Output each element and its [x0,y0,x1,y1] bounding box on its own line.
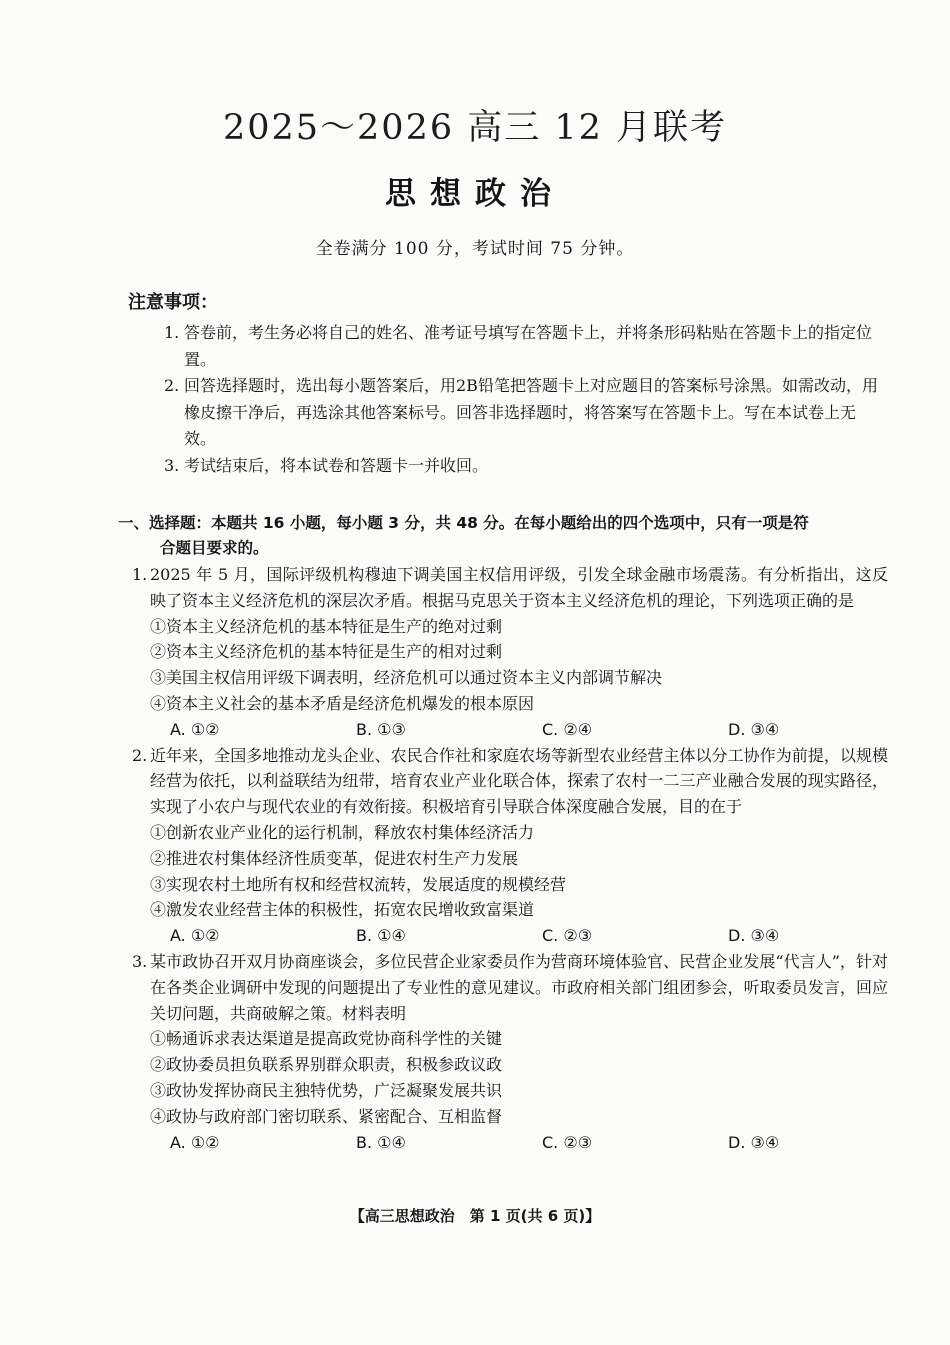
question-number: 1. [132,565,148,584]
statement-option: ①资本主义经济危机的基本特征是生产的绝对过剩 [150,616,503,636]
exam-title: 2025～2026 高三 12 月联考 [222,108,728,148]
choice-a: A. ①② [170,1132,220,1152]
question-number: 2. [132,745,148,765]
notice-item-number: 2. [164,376,180,395]
statement-option: ①创新农业产业化的运行机制，释放农村集体经济活力 [150,822,535,842]
section-heading [118,511,888,561]
notice-item [164,453,884,480]
notice-item-number: 1. [164,323,180,342]
notice-item-text: 答卷前，考生务必将自己的姓名、准考证号填写在答题卡上，并将条形码粘贴在答题卡上的指定位置。 [184,323,873,369]
choice-b: B. ①④ [356,926,406,946]
choice-d: D. ③④ [728,1132,780,1152]
question-stem-text: 2025 年 5 月，国际评级机构穆迪下调美国主权信用评级，引发全球金融市场震荡。有分析指出，这反映了资本主义经济危机的深层次矛盾。根据马克思关于资本主义经济危机的理论，下列选项正确的是 [150,565,888,610]
statement-option: ③实现农村土地所有权和经营权流转，发展适度的规模经营 [150,874,567,894]
choice-c: C. ②④ [542,719,593,739]
statement-option: ②资本主义经济危机的基本特征是生产的相对过剩 [150,642,503,662]
choice-a: A. ①② [170,926,220,946]
answer-choices [132,717,888,743]
statement-option: ①畅通诉求表达渠道是提高政党协商科学性的关键 [150,1029,503,1049]
notice-list [164,320,884,479]
statement-option: ④资本主义社会的基本矛盾是经济危机爆发的根本原因 [150,693,535,713]
question-stem-text: 近年来，全国多地推动龙头企业、农民合作社和家庭农场等新型农业经营主体以分工协作为前提，以规模经营为依托，以利益联结为纽带，培育农业产业化联合体，探索了农村一二三产业融合发展的现实路径，实现了小农户与现代农业的有效衔接。积极培育引导联合体深度融合发展，目的在于 [150,745,888,817]
subject-title: 思想政治 [385,176,565,212]
question-number: 3. [132,951,148,971]
notice-item [164,373,884,453]
choice-c: C. ②③ [542,1132,593,1152]
choice-a: A. ①② [170,719,220,739]
question-stem [132,562,888,614]
statement-option: ③政协发挥协商民主独特优势，广泛凝聚发展共识 [150,1080,503,1100]
section-heading-line: 合题目要求的。 [160,539,269,557]
notice-item-text: 回答选择题时，选出每小题答案后，用2B铅笔把答题卡上对应题目的答案标号涂黑。如需改动，用橡皮擦干净后，再选涂其他答案标号。回答非选择题时，将答案写在答题卡上。写在本试卷上无效。 [184,376,878,448]
question-list [132,562,888,1155]
statement-option: ②政协委员担负联系界别群众职责，积极参政议政 [150,1055,503,1075]
statement-option: ③美国主权信用评级下调表明，经济危机可以通过资本主义内部调节解决 [150,668,663,688]
answer-choices [132,1130,888,1156]
question-2 [132,743,888,949]
choice-b: B. ①③ [356,719,406,739]
page-footer: 【高三思想政治 第 1 页(共 6 页)】 [349,1207,601,1225]
choice-d: D. ③④ [728,719,780,739]
question-stem-text: 某市政协召开双月协商座谈会，多位民营企业家委员作为营商环境体验官、民营企业发展“代言人”，针对在各类企业调研中发现的问题提出了专业性的意见建议。市政府相关部门组团参会，听取委员发言，回应关切问题，共商破解之策。材料表明 [150,951,888,1023]
section-heading-line: 一、选择题：本题共 16 小题，每小题 3 分，共 48 分。在每小题给出的四个选项中，只有一项是符 [118,514,809,532]
notice-item [164,320,884,373]
choice-b: B. ①④ [356,1132,406,1152]
choice-d: D. ③④ [728,926,780,946]
score-time-line: 全卷满分 100 分，考试时间 75 分钟。 [315,239,635,259]
statement-option: ④激发农业经营主体的积极性，拓宽农民增收致富渠道 [150,900,535,920]
question-1 [132,562,888,743]
statement-option: ②推进农村集体经济性质变革，促进农村生产力发展 [150,848,519,868]
question-stem [132,949,888,1026]
choice-c: C. ②③ [542,926,593,946]
notice-item-number: 3. [164,455,180,475]
answer-choices [132,923,888,949]
question-3 [132,949,888,1155]
statement-option: ④政协与政府部门密切联系、紧密配合、互相监督 [150,1106,503,1126]
notice-heading: 注意事项： [128,292,218,313]
question-stem [132,743,888,820]
notice-item-text: 考试结束后，将本试卷和答题卡一并收回。 [184,455,489,475]
